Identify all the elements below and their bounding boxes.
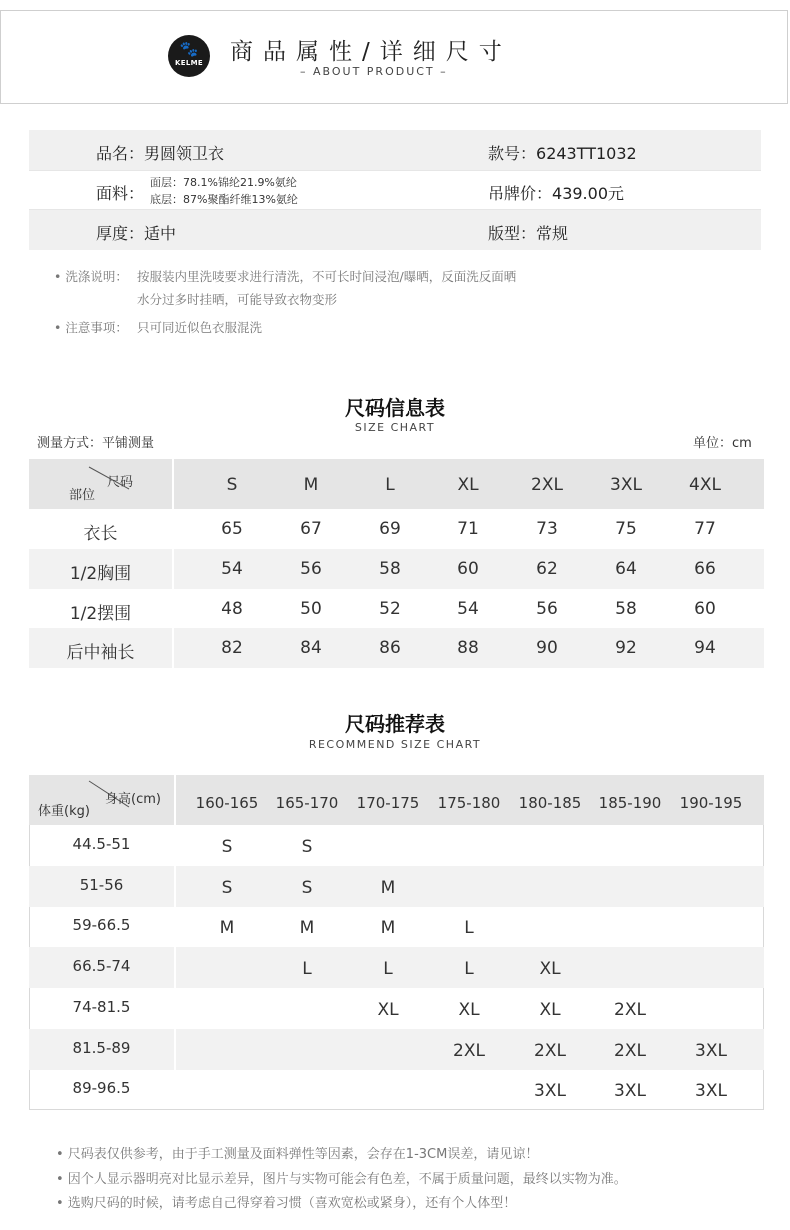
thickness: 厚度：适中 — [96, 224, 177, 243]
attention-label: • 注意事项： — [54, 320, 128, 335]
size-header-s: S — [226, 475, 238, 495]
fabric-inner: 底层：87%聚酯纤维13%氨纶 — [150, 193, 298, 206]
footnote-3: • 选购尺码的时候，请考虑自己得穿着习惯（喜欢宽松或紧身），还有个人体型！ — [56, 1196, 517, 1211]
size-header-2xl: 2XL — [531, 475, 563, 495]
product-name: 品名：男圆领卫衣 — [96, 144, 225, 163]
recommend-size-cell: 3XL — [695, 1041, 727, 1061]
size-chart-subtitle: SIZE CHART — [354, 421, 436, 434]
size-cell: 67 — [300, 519, 322, 539]
size-row-divider — [172, 549, 174, 589]
weight-label: 59-66.5 — [72, 916, 131, 934]
size-cell: 52 — [379, 599, 401, 619]
size-cell: 82 — [221, 638, 243, 658]
fit-type: 版型：常规 — [488, 224, 569, 243]
size-cell: 48 — [221, 599, 243, 619]
corner-top-label: 身高(cm) — [105, 792, 161, 807]
size-cell: 54 — [457, 599, 479, 619]
recommend-row-divider — [174, 947, 176, 988]
size-cell: 54 — [221, 559, 243, 579]
logo-text: KELME — [175, 59, 203, 67]
fabric-label: 面料： — [96, 184, 145, 203]
corner-bottom-label: 部位 — [69, 488, 96, 503]
size-header-4xl: 4XL — [689, 475, 721, 495]
recommend-size-cell: S — [301, 837, 313, 857]
size-cell: 90 — [536, 638, 558, 658]
recommend-chart-title: 尺码推荐表 — [345, 712, 445, 736]
corner-bottom-label: 体重(kg) — [38, 804, 90, 819]
page-subtitle: – ABOUT PRODUCT – — [300, 65, 448, 78]
size-cell: 86 — [379, 638, 401, 658]
recommend-size-cell: 2XL — [614, 1041, 646, 1061]
weight-label: 51-56 — [79, 876, 124, 894]
recommend-size-cell: L — [464, 918, 474, 938]
weight-label: 66.5-74 — [72, 957, 131, 975]
weight-label: 81.5-89 — [72, 1039, 131, 1057]
attention-text: 只可同近似色衣服混洗 — [137, 320, 263, 335]
recommend-size-cell: 2XL — [614, 1000, 646, 1020]
recommend-size-cell: M — [219, 918, 235, 938]
page-title: 商品属性/详细尺寸 — [230, 39, 512, 65]
unit-label: 单位：cm — [693, 436, 752, 451]
height-header: 180-185 — [518, 794, 582, 812]
size-cell: 60 — [457, 559, 479, 579]
recommend-row-divider — [174, 866, 176, 907]
measure-method: 测量方式：平铺测量 — [37, 436, 155, 451]
size-row-part: 衣长 — [83, 524, 118, 544]
size-cell: 60 — [694, 599, 716, 619]
recommend-size-cell: S — [301, 878, 313, 898]
recommend-row-divider — [174, 1029, 176, 1070]
size-cell: 71 — [457, 519, 479, 539]
size-header-3xl: 3XL — [610, 475, 642, 495]
fabric-outer: 面层：78.1%锦纶21.9%氨纶 — [150, 176, 297, 189]
tag-price: 吊牌价：439.00元 — [488, 184, 625, 203]
recommend-size-cell: L — [302, 959, 312, 979]
size-cell: 62 — [536, 559, 558, 579]
size-cell: 66 — [694, 559, 716, 579]
recommend-size-cell: M — [380, 918, 396, 938]
height-header: 160-165 — [195, 794, 259, 812]
weight-label: 44.5-51 — [72, 835, 131, 853]
recommend-size-cell: M — [299, 918, 315, 938]
size-cell: 50 — [300, 599, 322, 619]
recommend-size-cell: XL — [377, 1000, 399, 1020]
size-cell: 56 — [300, 559, 322, 579]
footnote-1: • 尺码表仅供参考，由于手工测量及面料弹性等因素，会存在1-3CM误差，请见谅！ — [56, 1147, 539, 1162]
weight-label: 89-96.5 — [72, 1079, 131, 1097]
product-code: 款号：6243TT1032 — [488, 144, 637, 163]
height-header: 190-195 — [679, 794, 743, 812]
size-cell: 58 — [379, 559, 401, 579]
recommend-size-cell: 3XL — [695, 1081, 727, 1101]
wash-label: • 洗涤说明： — [54, 269, 128, 284]
size-header-l: L — [385, 475, 395, 495]
size-cell: 84 — [300, 638, 322, 658]
recommend-size-cell: L — [383, 959, 393, 979]
size-row-part: 1/2胸围 — [69, 564, 132, 584]
size-header-xl: XL — [457, 475, 479, 495]
corner-top-label: 尺码 — [107, 475, 134, 490]
size-cell: 58 — [615, 599, 637, 619]
height-header: 185-190 — [598, 794, 662, 812]
size-cell: 92 — [615, 638, 637, 658]
size-row-divider — [172, 628, 174, 668]
recommend-size-cell: 3XL — [534, 1081, 566, 1101]
recommend-size-cell: S — [221, 837, 233, 857]
height-header: 175-180 — [437, 794, 501, 812]
size-table-corner — [29, 459, 172, 509]
size-cell: 69 — [379, 519, 401, 539]
weight-label: 74-81.5 — [72, 998, 131, 1016]
size-cell: 75 — [615, 519, 637, 539]
size-cell: 65 — [221, 519, 243, 539]
recommend-size-cell: 2XL — [453, 1041, 485, 1061]
recommend-size-cell: 3XL — [614, 1081, 646, 1101]
recommend-size-cell: L — [464, 959, 474, 979]
size-cell: 94 — [694, 638, 716, 658]
size-cell: 88 — [457, 638, 479, 658]
brand-logo — [168, 35, 210, 77]
corner-diagonal — [29, 459, 172, 509]
recommend-size-cell: XL — [458, 1000, 480, 1020]
recommend-chart-subtitle: RECOMMEND SIZE CHART — [308, 738, 482, 751]
recommend-size-cell: XL — [539, 959, 561, 979]
recommend-size-cell: M — [380, 878, 396, 898]
recommend-size-cell: XL — [539, 1000, 561, 1020]
size-cell: 64 — [615, 559, 637, 579]
recommend-size-cell: 2XL — [534, 1041, 566, 1061]
size-row-part: 1/2摆围 — [69, 604, 132, 624]
wash-text-1: 按服装内里洗唛要求进行清洗，不可长时间浸泡/曝晒，反面洗反面晒 — [137, 269, 517, 284]
recommend-size-cell: S — [221, 878, 233, 898]
size-row-part: 后中袖长 — [66, 643, 135, 663]
recommend-header-divider — [174, 775, 176, 825]
size-table-header-divider — [172, 459, 174, 509]
height-header: 170-175 — [356, 794, 420, 812]
size-chart-title: 尺码信息表 — [345, 396, 445, 420]
size-cell: 73 — [536, 519, 558, 539]
size-cell: 77 — [694, 519, 716, 539]
height-header: 165-170 — [275, 794, 339, 812]
paw-icon: 🐾 — [179, 40, 199, 58]
size-cell: 56 — [536, 599, 558, 619]
size-header-m: M — [303, 475, 319, 495]
wash-text-2: 水分过多时挂晒，可能导致衣物变形 — [137, 292, 338, 307]
footnote-2: • 因个人显示器明亮对比显示差异，图片与实物可能会有色差，不属于质量问题，最终以实物为准。 — [56, 1172, 627, 1187]
